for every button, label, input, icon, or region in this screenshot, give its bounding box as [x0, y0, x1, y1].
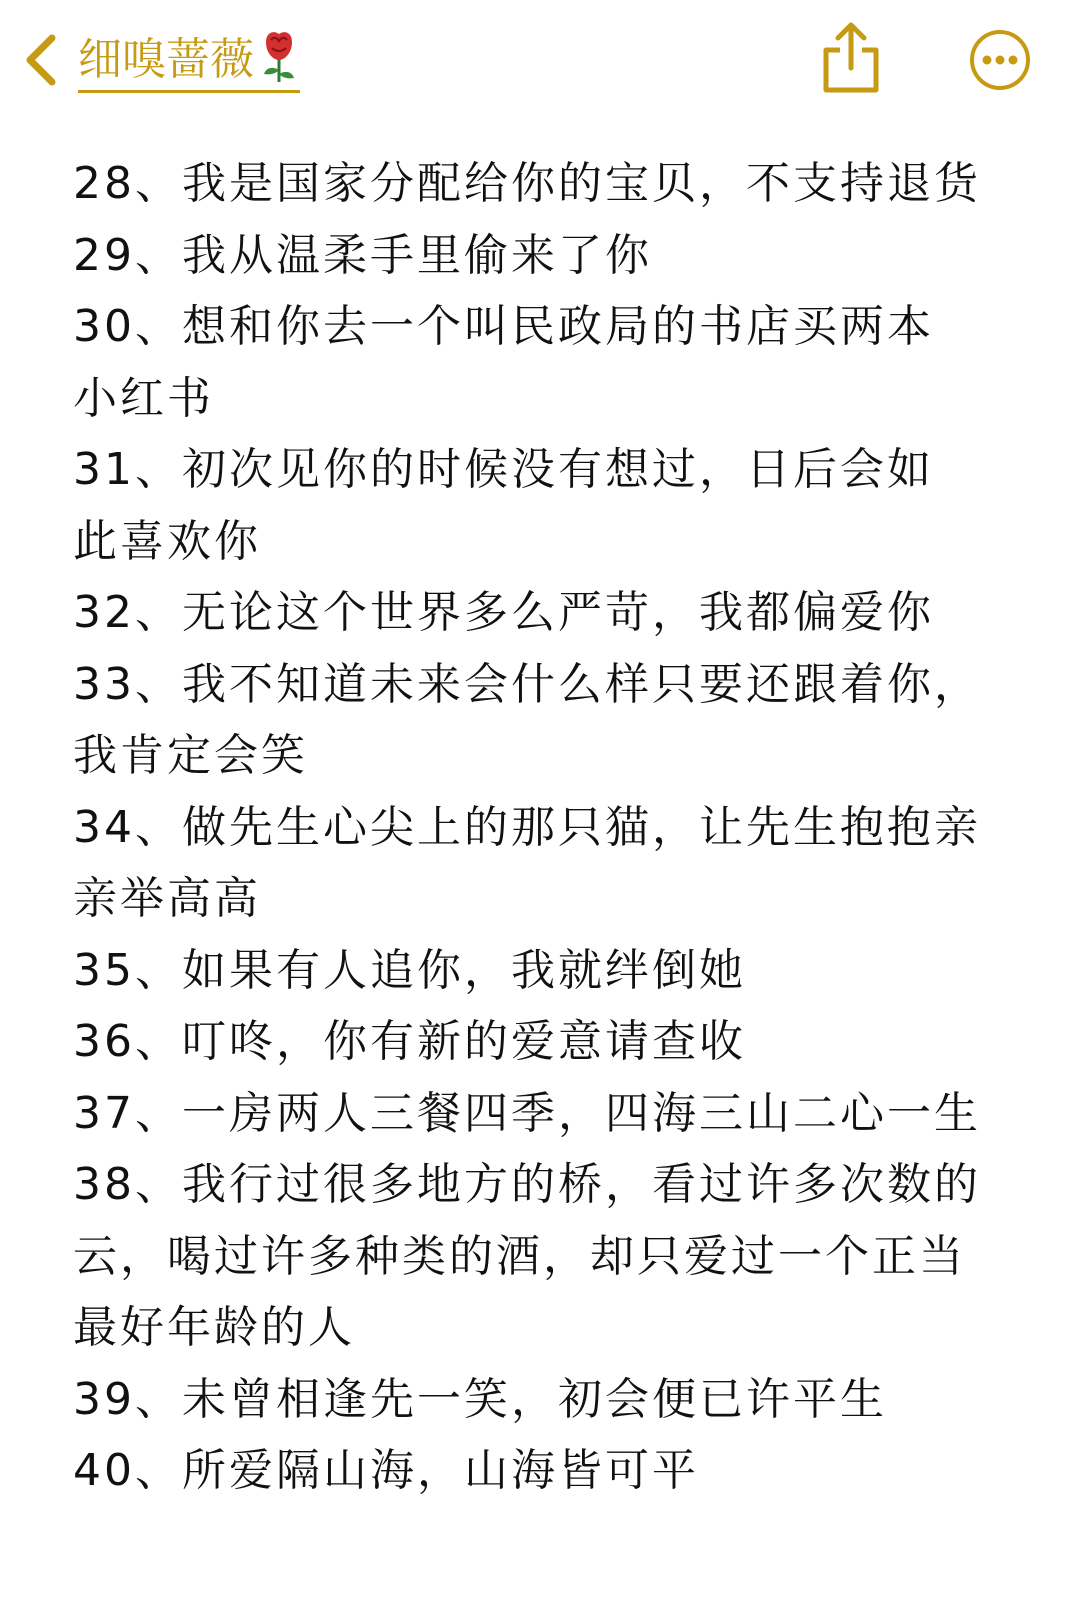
- share-button[interactable]: [818, 20, 884, 96]
- note-line: 31、初次见你的时候没有想过，日后会如: [73, 444, 934, 495]
- note-line: 29、我从温柔手里偷来了你: [73, 229, 652, 281]
- back-label-text: 细嗅蔷薇: [78, 33, 254, 85]
- note-line: 我肯定会笑: [73, 730, 308, 781]
- note-line: 此喜欢你: [73, 515, 261, 567]
- note-line: 云，喝过许多种类的酒，却只爱过一个正当: [73, 1230, 966, 1282]
- note-line: 最好年龄的人: [73, 1302, 355, 1353]
- navigation-bar: [0, 0, 1080, 130]
- note-line: 28、我是国家分配给你的宝贝，不支持退货: [73, 158, 981, 209]
- note-line: 30、想和你去一个叫民政局的书店买两本: [73, 301, 934, 352]
- note-line: 33、我不知道未来会什么样只要还跟着你，: [73, 658, 981, 710]
- note-line: 40、所爱隔山海，山海皆可平: [73, 1445, 699, 1496]
- note-line: 小红书: [73, 372, 214, 424]
- note-line: 35、如果有人追你，我就绊倒她: [73, 944, 746, 996]
- note-line: 亲举高高: [73, 873, 261, 924]
- note-line: 34、做先生心尖上的那只猫，让先生抱抱亲: [73, 801, 981, 853]
- note-line: 32、无论这个世界多么严苛，我都偏爱你: [73, 587, 934, 638]
- note-line: 39、未曾相逢先一笑，初会便已许平生: [73, 1373, 887, 1425]
- share-icon: [826, 25, 876, 90]
- note-line: 36、叮咚，你有新的爱意请查收: [73, 1016, 746, 1067]
- more-button[interactable]: [968, 28, 1032, 92]
- back-button[interactable]: [18, 28, 300, 92]
- chevron-left-icon: [18, 32, 64, 88]
- note-body[interactable]: [73, 148, 1013, 1507]
- more-ellipsis-icon: [972, 32, 1028, 88]
- note-line: 38、我行过很多地方的桥，看过许多次数的: [73, 1159, 981, 1210]
- note-line: 37、一房两人三餐四季，四海三山二心一生: [73, 1087, 981, 1139]
- back-button-label: [78, 28, 300, 93]
- rose-icon: [258, 28, 300, 84]
